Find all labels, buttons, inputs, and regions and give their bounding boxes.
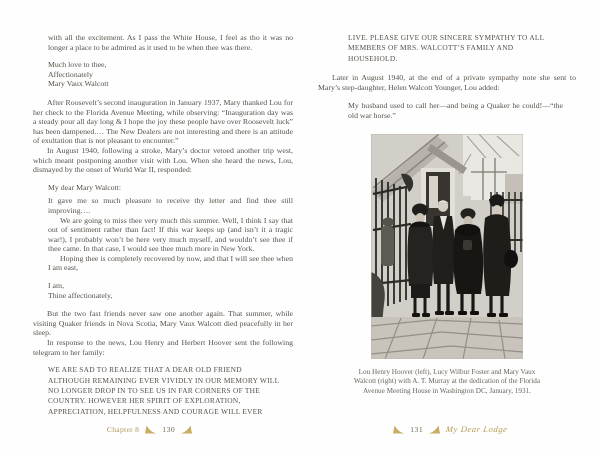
telegram-text-continued: LIVE. PLEASE GIVE OUR SINCERE SYMPATHY TO ALL MEMBERS OF MRS. WALCOTT’S FAMILY AND HOUSEHOLD. bbox=[348, 33, 545, 63]
note-quote: My husband used to call her—and being a Quaker he could!—“the old war horse.” bbox=[348, 101, 563, 120]
letter-paragraph: Hoping thee is completely recovered by now, and that I will see thee when I am east, bbox=[48, 253, 293, 273]
letter-block bbox=[48, 183, 293, 301]
photo-block bbox=[318, 134, 576, 396]
footer-ornament-icon bbox=[428, 425, 441, 434]
letter-closing-line: Much love to thee, bbox=[48, 60, 107, 70]
page-number: 130 bbox=[162, 425, 176, 434]
paragraph: In response to the news, Lou Henry and Herbert Hoover sent the following telegram to her family: bbox=[33, 338, 293, 357]
paragraph: But the two fast friends never saw one another again. That summer, while visiting Quaker friends in Nova Scotia, Mary Vaux Walcott died peacefully in her sleep. bbox=[33, 309, 293, 338]
chapter-label: Chapter 8 bbox=[106, 425, 140, 434]
letter-closing-line: Thine affectionately, bbox=[48, 290, 113, 300]
paragraph: In August 1940, following a stroke, Mary’s doctor vetoed another trip west, which meant postponing another visit with Lou. When she heard the news, Lou, dismayed by the onset of World War II, responded: bbox=[33, 145, 293, 175]
photograph bbox=[371, 134, 523, 359]
page-right bbox=[300, 0, 600, 450]
paragraph: After Roosevelt’s second inauguration in January 1937, Mary thanked Lou for her check to the Florida Avenue Meeting, while observing: “Inauguration day was a steady pour all day long & I hope the joy these people have over Roosevelt luck” has been dampened.… The New Dealers are not interesting and there is an attitude of exultation that is not pleasant to encounter.” bbox=[33, 97, 293, 146]
footer-left bbox=[0, 425, 300, 434]
letter-closing-line: I am, bbox=[48, 281, 65, 291]
telegram-text: WE ARE SAD TO REALIZE THAT A DEAR OLD FRIEND ALTHOUGH REMAINING EVER VIVIDLY IN OUR MEMORY WILL NO LONGER DROP IN TO SEE US IN FAR CORNERS OF THE COUNTRY. HOWEVER HER SPIRIT OF EXPLORATION, APPRECIATION, HELPFULNESS AND COURAGE WILL EVER bbox=[48, 365, 280, 416]
letter-excerpt-body: with all the excitement. As I pass the White House, I feel as tho it was no longer a place to be admired as it used to be when thee was there. bbox=[48, 33, 293, 52]
running-book-title: My Dear Lodge bbox=[445, 424, 509, 434]
letter-closing-line: Affectionately bbox=[48, 69, 93, 79]
letter-signature: Mary Vaux Walcott bbox=[48, 79, 109, 89]
footer-ornament-icon bbox=[392, 425, 405, 434]
footer-ornament-icon bbox=[144, 425, 157, 434]
letter-paragraph: We are going to miss thee very much this summer. Well, I think I say that out of sentiment rather than fact! If this war keeps up (and isn’t it a tragic war!), I probably won’t be here very much myself, and wouldn’t see thee if thee came. In that case, I would see thee much more in New York. bbox=[48, 215, 293, 254]
page-number: 131 bbox=[410, 424, 424, 434]
letter-excerpt-continuation bbox=[48, 33, 293, 89]
footer-right bbox=[300, 424, 600, 434]
letter-salutation: My dear Mary Walcott: bbox=[48, 182, 122, 192]
photo-caption: Lou Henry Hoover (left), Lucy Wilbur Foster and Mary Vaux Walcott (right) with A. T. Murray at the dedication of the Florida Avenue Meeting House in Washington DC, January, 1931. bbox=[353, 368, 541, 395]
footer-ornament-icon bbox=[180, 425, 193, 434]
paragraph: Later in August 1940, at the end of a private sympathy note she sent to Mary’s step-daughter, Helen Walcott Younger, Lou added: bbox=[318, 73, 576, 92]
letter-paragraph: It gave me so much pleasure to receive thy letter and find thee still improving…. bbox=[48, 196, 293, 215]
